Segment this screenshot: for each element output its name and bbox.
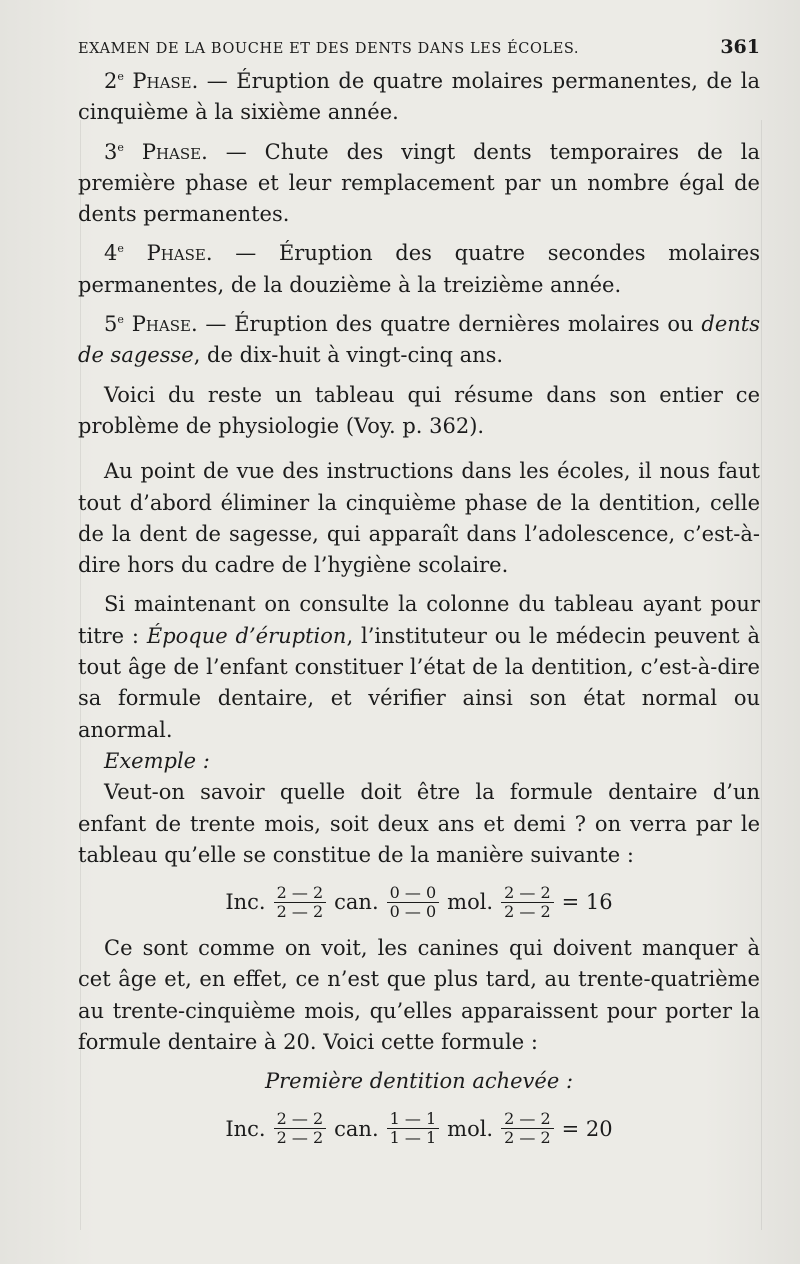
fraction-molaires-2: $\frac{2 — 2}{2 — 2}$ <box>501 1110 554 1147</box>
fraction-molaires: $\frac{2 — 2}{2 — 2}$ <box>501 884 554 921</box>
phase-2: 2e Phase. — Éruption de quatre molaires permanentes, de la cinquième à la sixième année. <box>78 69 760 125</box>
fraction-canines-2: $\frac{1 — 1}{1 — 1}$ <box>387 1110 440 1147</box>
phase-3: 3e Phase. — Chute des vingt dents temporaires de la première phase et leur remplacement par un nombre égal de dents permanentes. <box>78 139 760 227</box>
paragraph-point-de-vue: Au point de vue des instructions dans les écoles, il nous faut tout d’abord éliminer la cinquième phase de la dentition, celle de la dent de sagesse, qui apparaît dans l’adolescence, c’est-à-dire hors du cadre de l’hygiène scolaire. <box>78 459 760 578</box>
paragraph-ce-sont: Ce sont comme on voit, les canines qui doivent manquer à cet âge et, en effet, ce n’est que plus tard, au trente-quatrième au trente-cinquième mois, qu’elles apparaissent pour porter la formule dentaire à 20. Voici cette formule : <box>78 936 760 1055</box>
paragraph-veut-on: Veut-on savoir quelle doit être la formule dentaire d’un enfant de trente mois, soit deux ans et demi ? on verra par le tableau qu’elle se constitue de la manière suivante : <box>78 780 760 867</box>
running-header <box>78 36 760 66</box>
formula-premiere-dentition: Inc. $\frac{2 — 2}{2 — 2}$ can. $\frac{1 — 1}{1 — 1}$ mol. $\frac{2 — 2}{2 — 2}$ = 20 <box>225 1109 613 1148</box>
paragraph-voici: Voici du reste un tableau qui résume dans son entier ce problème de physiologie (Voy. p. 362). <box>78 382 760 438</box>
phase-5: 5e Phase. — Éruption des quatre dernières molaires ou dents de sagesse, de dix-huit à vingt-cinq ans. <box>78 312 760 368</box>
paragraph-si-maintenant: Si maintenant on consulte la colonne du tableau ayant pour titre : Époque d’éruption, l’instituteur ou le médecin peuvent à tout âge de l’enfant constituer l’état de la dentition, c’est-à-dire sa formule dentaire, et vérifier ainsi son état normal ou anormal. <box>78 592 760 742</box>
formula-thirty-months: Inc. $\frac{2 — 2}{2 — 2}$ can. $\frac{0 — 0}{0 — 0}$ mol. $\frac{2 — 2}{2 — 2}$ = 16 <box>225 882 613 921</box>
fraction-incisives: $\frac{2 — 2}{2 — 2}$ <box>274 884 327 921</box>
running-title: EXAMEN DE LA BOUCHE ET DES DENTS DANS LES ÉCOLES. <box>78 41 580 57</box>
fraction-canines: $\frac{0 — 0}{0 — 0}$ <box>387 884 440 921</box>
exemple-label: Exemple : <box>104 748 210 773</box>
page-number: 361 <box>720 36 760 58</box>
premiere-dentition-heading: Première dentition achevée : <box>264 1069 574 1094</box>
fraction-incisives-2: $\frac{2 — 2}{2 — 2}$ <box>274 1110 327 1147</box>
phase-4: 4e Phase. — Éruption des quatre secondes molaires permanentes, de la douzième à la treizième année. <box>78 241 760 297</box>
